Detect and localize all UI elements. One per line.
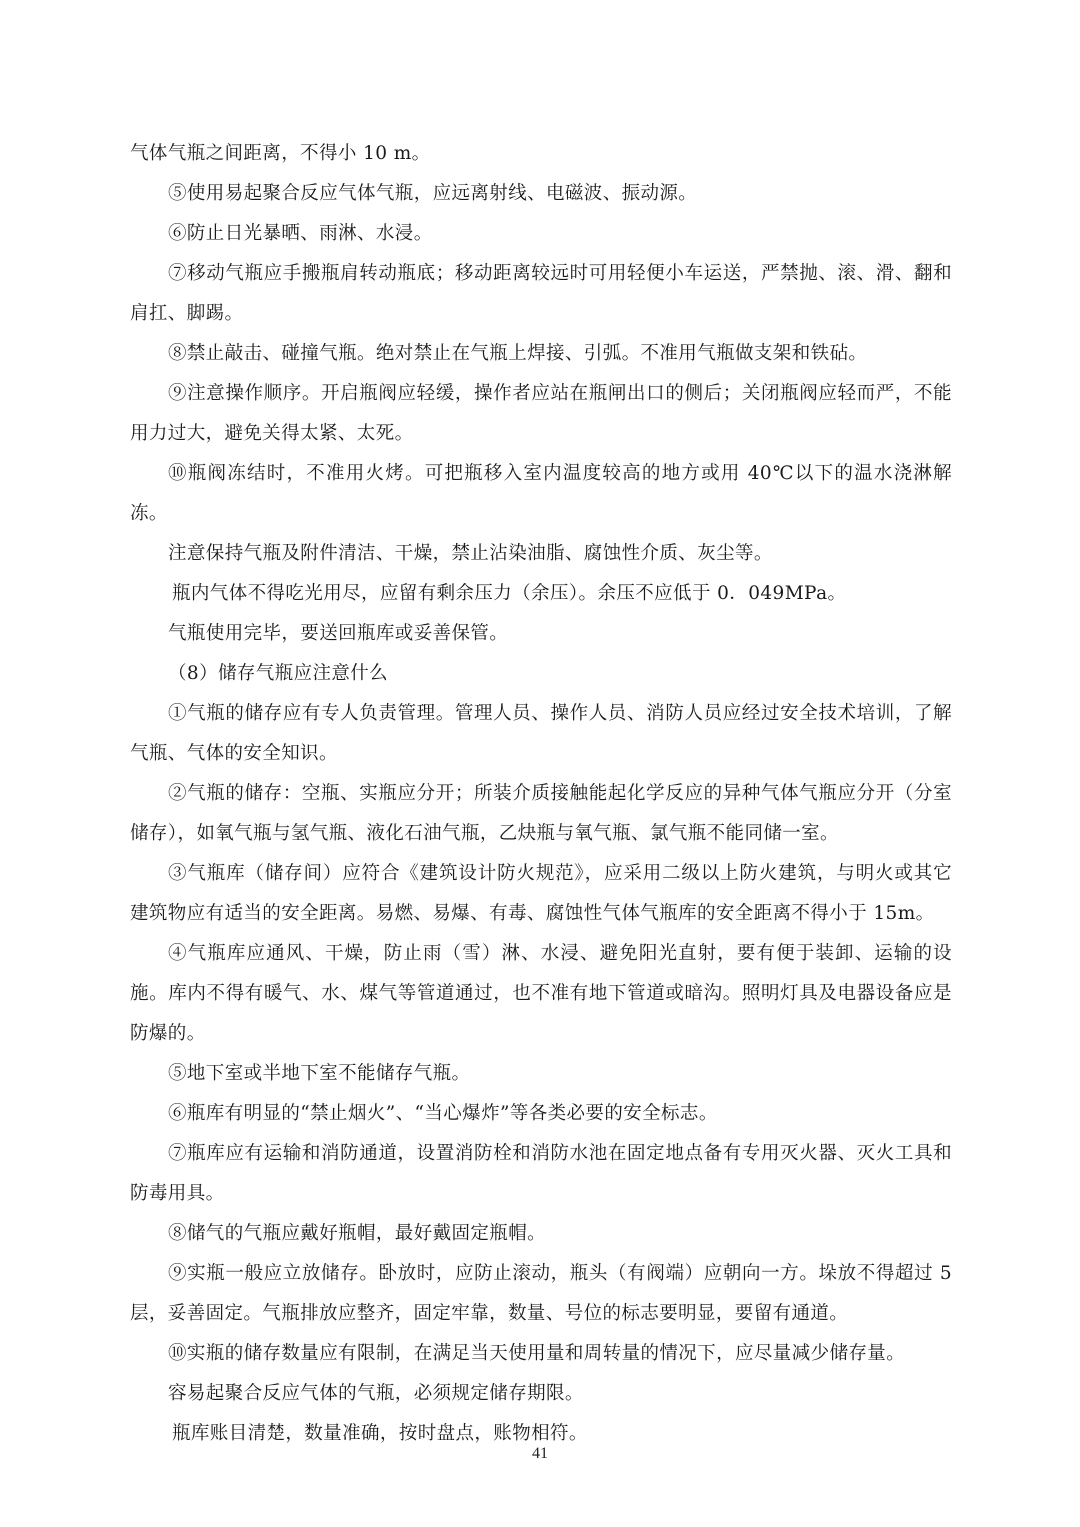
paragraph-item-10-frozen-valve: ⑩瓶阀冻结时，不准用火烤。可把瓶移入室内温度较高的地方或用 40℃以下的温水浇淋解冻。 bbox=[130, 463, 952, 524]
paragraph-storage-item-10: ⑩实瓶的储存数量应有限制，在满足当天使用量和周转量的情况下，应尽量减少储存量。 bbox=[168, 1343, 906, 1364]
paragraph-keep-clean: 注意保持气瓶及附件清洁、干燥，禁止沾染油脂、腐蚀性介质、灰尘等。 bbox=[168, 543, 773, 564]
paragraph-item-9-operation-order: ⑨注意操作顺序。开启瓶阀应轻缓，操作者应站在瓶闸出口的侧后；关闭瓶阀应轻而严，不能用力过大，避免关得太紧、太死。 bbox=[130, 383, 952, 444]
document-body bbox=[130, 134, 952, 1454]
paragraph-gas-distance: 气体气瓶之间距离，不得小 10 m。 bbox=[130, 143, 431, 164]
paragraph-inventory-accounts: 瓶库账目清楚，数量准确，按时盘点，账物相符。 bbox=[172, 1423, 588, 1444]
page-number: 41 bbox=[532, 1445, 548, 1462]
section-heading-storage: （8）储存气瓶应注意什么 bbox=[168, 663, 389, 684]
paragraph-storage-item-1: ①气瓶的储存应有专人负责管理。管理人员、操作人员、消防人员应经过安全技术培训，了解气瓶、气体的安全知识。 bbox=[130, 703, 952, 764]
paragraph-storage-item-3: ③气瓶库（储存间）应符合《建筑设计防火规范》，应采用二级以上防火建筑，与明火或其它建筑物应有适当的安全距离。易燃、易爆、有毒、腐蚀性气体气瓶库的安全距离不得小于 15m。 bbox=[130, 863, 952, 924]
paragraph-item-5-radiation: ⑤使用易起聚合反应气体气瓶，应远离射线、电磁波、振动源。 bbox=[168, 183, 698, 204]
paragraph-item-6-sun-rain: ⑥防止日光暴晒、雨淋、水浸。 bbox=[168, 223, 433, 244]
paragraph-storage-item-9: ⑨实瓶一般应立放储存。卧放时，应防止滚动，瓶头（有阀端）应朝向一方。垛放不得超过 5 层，妥善固定。气瓶排放应整齐，固定牢靠，数量、号位的标志要明显，要留有通道。 bbox=[130, 1263, 952, 1324]
paragraph-storage-item-4: ④气瓶库应通风、干燥，防止雨（雪）淋、水浸、避免阳光直射，要有便于装卸、运输的设施。库内不得有暖气、水、煤气等管道通过，也不准有地下管道或暗沟。照明灯具及电器设备应是防爆的。 bbox=[130, 943, 952, 1044]
paragraph-storage-item-2: ②气瓶的储存：空瓶、实瓶应分开；所装介质接触能起化学反应的异种气体气瓶应分开（分室储存），如氧气瓶与氢气瓶、液化石油气瓶，乙炔瓶与氧气瓶、氯气瓶不能同储一室。 bbox=[130, 783, 952, 844]
paragraph-storage-item-6: ⑥瓶库有明显的“禁止烟火”、“当心爆炸”等各类必要的安全标志。 bbox=[168, 1103, 718, 1124]
paragraph-residual-pressure: 瓶内气体不得吃光用尽，应留有剩余压力（余压）。余压不应低于 0．049MPa。 bbox=[172, 583, 847, 604]
paragraph-storage-period: 容易起聚合反应气体的气瓶，必须规定储存期限。 bbox=[168, 1383, 584, 1404]
paragraph-storage-item-7: ⑦瓶库应有运输和消防通道，设置消防栓和消防水池在固定地点备有专用灭火器、灭火工具和防毒用具。 bbox=[130, 1143, 952, 1204]
paragraph-item-8-no-striking: ⑧禁止敲击、碰撞气瓶。绝对禁止在气瓶上焊接、引弧。不准用气瓶做支架和铁砧。 bbox=[168, 343, 868, 364]
paragraph-item-7-moving: ⑦移动气瓶应手搬瓶肩转动瓶底；移动距离较远时可用轻便小车运送，严禁抛、滚、滑、翻和肩扛、脚踢。 bbox=[130, 263, 952, 324]
paragraph-storage-item-5: ⑤地下室或半地下室不能储存气瓶。 bbox=[168, 1063, 471, 1084]
paragraph-return-cylinder: 气瓶使用完毕，要送回瓶库或妥善保管。 bbox=[168, 623, 509, 644]
paragraph-storage-item-8: ⑧储气的气瓶应戴好瓶帽，最好戴固定瓶帽。 bbox=[168, 1223, 547, 1244]
